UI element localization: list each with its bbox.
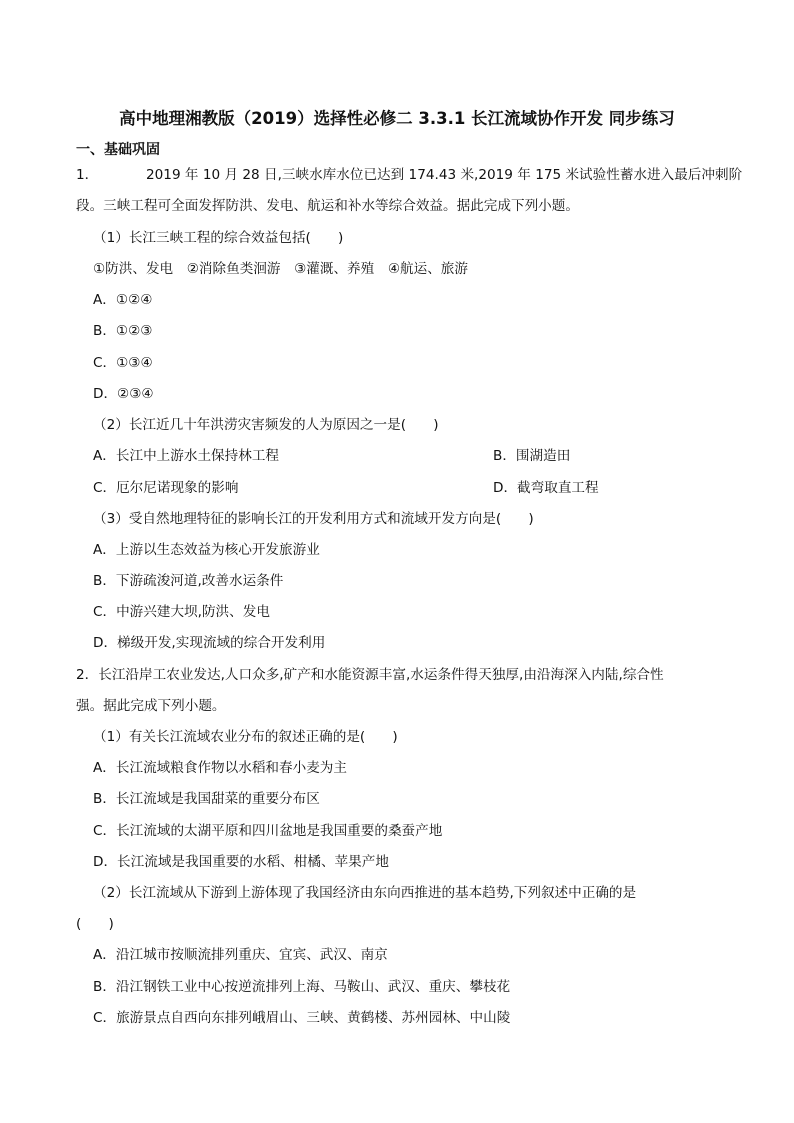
question-1-2-options-row-1 xyxy=(93,447,713,465)
question-1-stem-line-2: 段。三峡工程可全面发挥防洪、发电、航运和补水等综合效益。据此完成下列小题。 xyxy=(76,198,579,214)
question-2-1-stem: （1）有关长江流域农业分布的叙述正确的是( ) xyxy=(93,729,398,745)
question-2-2-stem-line-2: ( ) xyxy=(76,916,114,932)
question-1-2-option-d: D．截弯取直工程 xyxy=(493,480,599,496)
question-1-3-option-c: C．中游兴建大坝,防洪、发电 xyxy=(93,604,270,620)
question-2-1-option-a: A．长江流域粮食作物以水稻和春小麦为主 xyxy=(93,760,347,776)
question-1-number: 1． xyxy=(76,167,99,183)
question-1-3-option-a: A．上游以生态效益为核心开发旅游业 xyxy=(93,542,320,558)
question-1-3-option-d: D．梯级开发,实现流域的综合开发利用 xyxy=(93,635,326,651)
question-1-3-stem: （3）受自然地理特征的影响长江的开发利用方式和流域开发方向是( ) xyxy=(93,511,534,527)
document-title: 高中地理湘教版（2019）选择性必修二 3.3.1 长江流域协作开发 同步练习 xyxy=(119,109,675,128)
question-1-1-option-b: B．①②③ xyxy=(93,323,153,339)
question-1-3-option-b: B．下游疏浚河道,改善水运条件 xyxy=(93,573,284,589)
question-1-2-options-row-2 xyxy=(93,479,713,497)
question-2-1-option-b: B．长江流域是我国甜菜的重要分布区 xyxy=(93,791,320,807)
question-1-2-stem: （2）长江近几十年洪涝灾害频发的人为原因之一是( ) xyxy=(93,417,439,433)
question-2-2-stem-line-1: （2）长江流域从下游到上游体现了我国经济由东向西推进的基本趋势,下列叙述中正确的是 xyxy=(93,885,637,901)
question-2-2-option-b: B．沿江钢铁工业中心按逆流排列上海、马鞍山、武汉、重庆、攀枝花 xyxy=(93,979,511,995)
question-1-2-option-a: A．长江中上游水土保持林工程 xyxy=(93,448,280,464)
question-1-1-option-c: C．①③④ xyxy=(93,355,153,371)
question-1-1-stem: （1）长江三峡工程的综合效益包括( ) xyxy=(93,230,344,246)
question-1-stem-line-1 xyxy=(76,166,742,184)
question-1-1-option-a: A．①②④ xyxy=(93,292,153,308)
question-2-1-option-d: D．长江流域是我国重要的水稻、柑橘、苹果产地 xyxy=(93,854,389,870)
question-2-stem-line-2: 强。据此完成下列小题。 xyxy=(76,698,226,714)
question-2-1-option-c: C．长江流域的太湖平原和四川盆地是我国重要的桑蚕产地 xyxy=(93,823,443,839)
question-1-stem-text: 2019 年 10 月 28 日,三峡水库水位已达到 174.43 米,2019 年 175 米试验性蓄水进入最后冲刺阶 xyxy=(146,167,743,183)
question-1-2-option-c: C．厄尔尼诺现象的影响 xyxy=(93,480,239,496)
question-2-2-option-a: A．沿江城市按顺流排列重庆、宜宾、武汉、南京 xyxy=(93,947,388,963)
question-1-1-items: ①防洪、发电 ②消除鱼类洄游 ③灌溉、养殖 ④航运、旅游 xyxy=(93,261,468,277)
section-heading: 一、基础巩固 xyxy=(76,142,160,158)
question-2-stem-line-1: 2．长江沿岸工农业发达,人口众多,矿产和水能资源丰富,水运条件得天独厚,由沿海深入内陆,综合性 xyxy=(76,667,664,683)
question-1-2-option-b: B．围湖造田 xyxy=(493,448,571,464)
question-2-2-option-c: C．旅游景点自西向东排列峨眉山、三峡、黄鹤楼、苏州园林、中山陵 xyxy=(93,1010,511,1026)
question-1-1-option-d: D．②③④ xyxy=(93,386,154,402)
